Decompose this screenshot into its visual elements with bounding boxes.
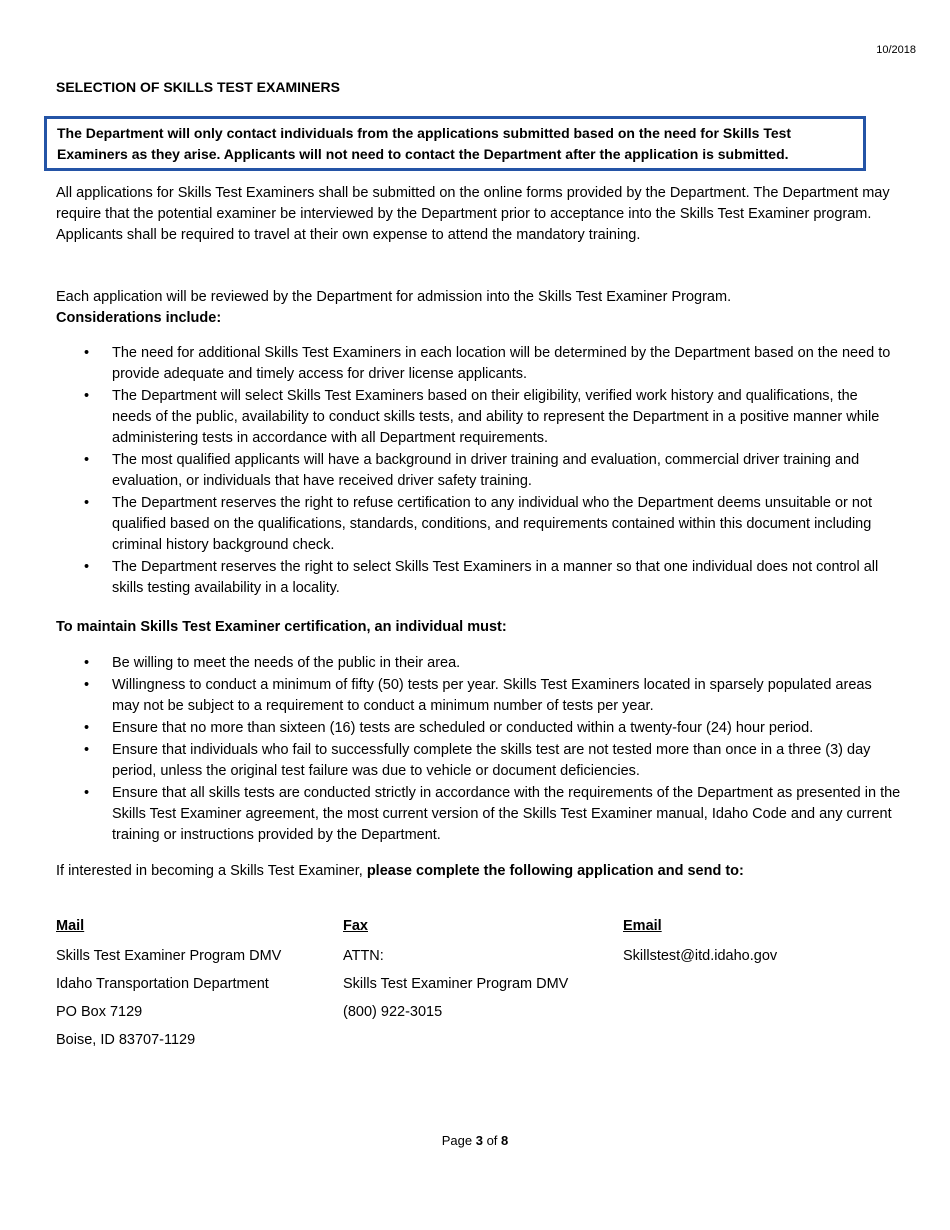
interest-line <box>56 863 744 879</box>
intro-paragraph: All applications for Skills Test Examiners shall be submitted on the online forms provided by the Department. The Department may require that the potential examiner be interviewed by the Department prior to acceptance into the Skills Test Examiner program. Applicants shall be required to travel at their own expense to attend the mandatory training. <box>56 185 890 243</box>
of-label: of <box>486 1133 498 1148</box>
list-item: • Ensure that no more than sixteen (16) tests are scheduled or conducted within a twenty-four (24) hour period. <box>56 718 901 739</box>
list-item: • The Department reserves the right to refuse certification to any individual who the Department deems unsuitable or not qualified based on the qualifications, standards, conditions, and requirements contained within this document including criminal history background check. <box>84 495 873 553</box>
bullet-icon: • <box>84 655 90 671</box>
list-item: • Willingness to conduct a minimum of fifty (50) tests per year. Skills Test Examiners located in sparsely populated areas may not be subject to a requirement to conduct a minimum number of tests per year. <box>84 677 872 714</box>
bullet-icon: • <box>84 677 90 693</box>
interest-instruction: please complete the following application and send to: <box>366 863 744 879</box>
mail-line: Boise, ID 83707-1129 <box>56 1032 196 1048</box>
mail-heading: Mail <box>56 918 85 934</box>
bullet-icon: • <box>84 495 90 511</box>
fax-heading: Fax <box>343 918 368 934</box>
list-item: • The Department will select Skills Test Examiners based on their eligibility, verified work history and qualifications, the needs of the public, availability to conduct skills tests, and ability to represent the Department in a positive manner while administering tests in accordance with all Department requirements. <box>84 388 880 446</box>
review-paragraph <box>56 287 906 329</box>
mail-line: PO Box 7129 <box>56 1004 143 1020</box>
considerations-label: Considerations include: <box>56 310 222 326</box>
maintain-heading: To maintain Skills Test Examiner certification, an individual must: <box>56 619 507 635</box>
page-footer <box>0 1133 950 1148</box>
bullet-icon: • <box>84 345 90 361</box>
document-date: 10/2018 <box>876 44 916 56</box>
list-item: • Ensure that all skills tests are conducted strictly in accordance with the requirements of the Department as presented in the Skills Test Examiner agreement, the most current version of the Skills Test Examiner manual, Idaho Code and any current training or instructions provided by the Department. <box>84 785 901 843</box>
maintain-list <box>56 653 901 847</box>
page-total: 8 <box>501 1133 509 1148</box>
notice-box: The Department will only contact individuals from the applications submitted based on the need for Skills Test Examiners as they arise. Applicants will not need to contact the Department after the application is submitted. <box>44 116 866 171</box>
page-label: Page <box>441 1133 473 1148</box>
review-text: Each application will be reviewed by the Department for admission into the Skills Test Examiner Program. <box>56 289 732 305</box>
list-item: • The Department reserves the right to select Skills Test Examiners in a manner so that one individual does not control all skills testing availability in a locality. <box>84 559 879 596</box>
fax-line: ATTN: <box>343 948 384 964</box>
fax-contact <box>343 918 568 1032</box>
list-item: • The need for additional Skills Test Examiners in each location will be determined by the Department based on the need to provide adequate and timely access for driver license applicants. <box>84 345 891 382</box>
interest-prefix: If interested in becoming a Skills Test Examiner, <box>56 863 367 879</box>
bullet-icon: • <box>84 388 90 404</box>
list-item: • The most qualified applicants will have a background in driver training and evaluation, commercial driver training and evaluation, or individuals that have received driver safety training. <box>84 452 860 489</box>
email-address: Skillstest@itd.idaho.gov <box>623 948 778 964</box>
bullet-icon: • <box>84 452 90 468</box>
fax-number: (800) 922-3015 <box>343 1004 443 1020</box>
section-title: SELECTION OF SKILLS TEST EXAMINERS <box>56 79 340 95</box>
email-heading: Email <box>623 918 662 934</box>
mail-contact <box>56 918 281 1060</box>
bullet-icon: • <box>84 720 90 736</box>
mail-line: Skills Test Examiner Program DMV <box>56 948 282 964</box>
bullet-icon: • <box>84 742 90 758</box>
bullet-icon: • <box>84 559 90 575</box>
considerations-list <box>56 343 901 600</box>
bullet-icon: • <box>84 785 90 801</box>
email-contact <box>623 918 777 976</box>
mail-line: Idaho Transportation Department <box>56 976 269 992</box>
page-current: 3 <box>475 1133 483 1148</box>
list-item: • Be willing to meet the needs of the public in their area. <box>56 653 901 674</box>
fax-line: Skills Test Examiner Program DMV <box>343 976 569 992</box>
list-item: • Ensure that individuals who fail to successfully complete the skills test are not tested more than once in a three (3) day period, unless the original test failure was due to vehicle or document deficiencies. <box>84 742 871 779</box>
